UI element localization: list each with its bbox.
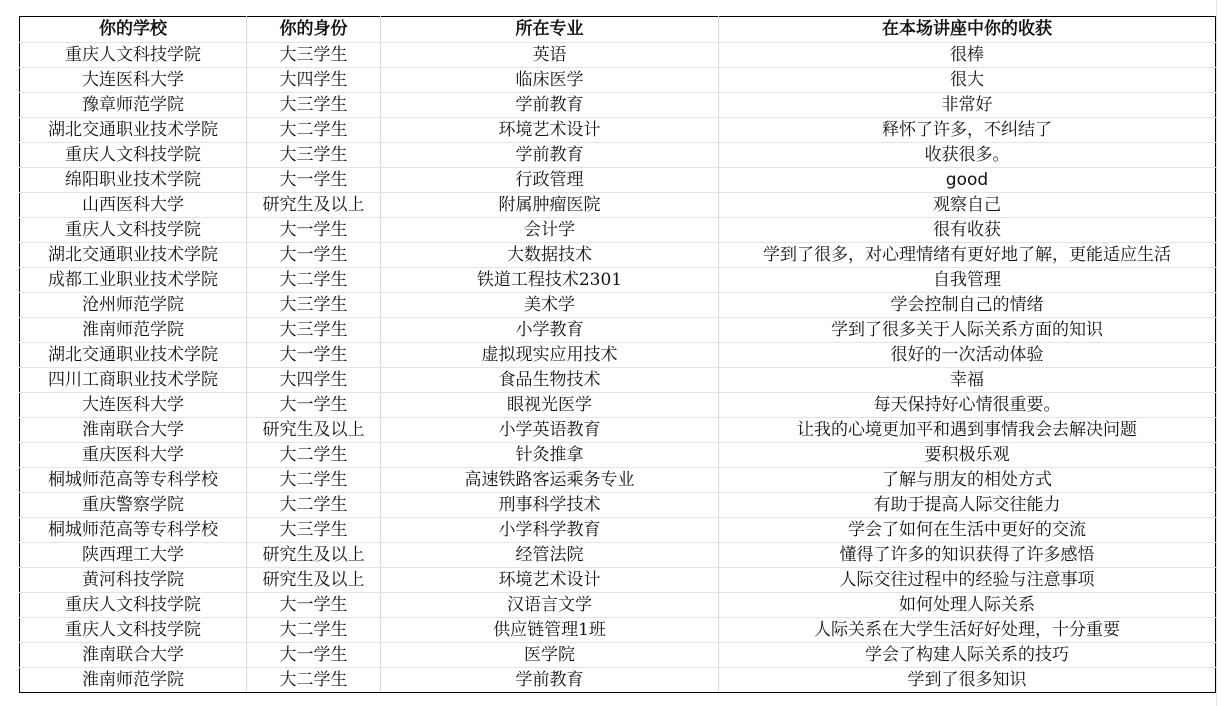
cell-identity[interactable]: 研究生及以上 [247, 543, 381, 568]
cell-major[interactable]: 汉语言文学 [381, 593, 719, 618]
cell-identity[interactable]: 大二学生 [247, 493, 381, 518]
cell-school[interactable]: 桐城师范高等专科学校 [20, 518, 247, 543]
cell-takeaway[interactable]: 学到了很多关于人际关系方面的知识 [719, 318, 1216, 343]
table-row [20, 643, 1216, 668]
cell-major[interactable]: 学前教育 [381, 93, 719, 118]
cell-takeaway[interactable]: 非常好 [719, 93, 1216, 118]
cell-takeaway[interactable]: 有助于提高人际交往能力 [719, 493, 1216, 518]
cell-school[interactable]: 重庆人文科技学院 [20, 618, 247, 643]
cell-identity[interactable]: 大三学生 [247, 518, 381, 543]
cell-identity[interactable]: 大三学生 [247, 143, 381, 168]
cell-school[interactable]: 重庆人文科技学院 [20, 593, 247, 618]
table-row [20, 618, 1216, 643]
cell-major[interactable]: 小学教育 [381, 318, 719, 343]
cell-major[interactable]: 小学英语教育 [381, 418, 719, 443]
cell-takeaway[interactable]: 懂得了许多的知识获得了许多感悟 [719, 543, 1216, 568]
cell-major[interactable]: 临床医学 [381, 68, 719, 93]
cell-takeaway[interactable]: good [719, 168, 1216, 193]
cell-major[interactable]: 会计学 [381, 218, 719, 243]
cell-identity[interactable]: 大一学生 [247, 343, 381, 368]
cell-major[interactable]: 行政管理 [381, 168, 719, 193]
cell-school[interactable]: 大连医科大学 [20, 68, 247, 93]
cell-identity[interactable]: 大二学生 [247, 118, 381, 143]
cell-school[interactable]: 成都工业职业技术学院 [20, 268, 247, 293]
cell-major[interactable]: 针灸推拿 [381, 443, 719, 468]
cell-identity[interactable]: 大一学生 [247, 393, 381, 418]
table-row [20, 318, 1216, 343]
sheet-right-edge [1216, 0, 1225, 706]
cell-identity[interactable]: 大三学生 [247, 43, 381, 68]
cell-identity[interactable]: 大一学生 [247, 168, 381, 193]
cell-takeaway[interactable]: 观察自己 [719, 193, 1216, 218]
cell-identity[interactable]: 大一学生 [247, 643, 381, 668]
cell-identity[interactable]: 大二学生 [247, 443, 381, 468]
table-row [20, 343, 1216, 368]
table-row [20, 93, 1216, 118]
cell-identity[interactable]: 大二学生 [247, 468, 381, 493]
cell-school[interactable]: 淮南师范学院 [20, 668, 247, 693]
table-row [20, 293, 1216, 318]
cell-school[interactable]: 重庆人文科技学院 [20, 43, 247, 68]
cell-takeaway[interactable]: 学到了很多，对心理情绪有更好地了解，更能适应生活 [719, 243, 1216, 268]
table-row [20, 268, 1216, 293]
table-row [20, 493, 1216, 518]
cell-major[interactable]: 美术学 [381, 293, 719, 318]
cell-takeaway[interactable]: 很有收获 [719, 218, 1216, 243]
table-row [20, 43, 1216, 68]
cell-school[interactable]: 湖北交通职业技术学院 [20, 243, 247, 268]
table-row [20, 168, 1216, 193]
table-row [20, 568, 1216, 593]
cell-school[interactable]: 黄河科技学院 [20, 568, 247, 593]
cell-identity[interactable]: 大二学生 [247, 618, 381, 643]
table-row [20, 193, 1216, 218]
cell-identity[interactable]: 大三学生 [247, 93, 381, 118]
cell-takeaway[interactable]: 收获很多。 [719, 143, 1216, 168]
table-row [20, 243, 1216, 268]
cell-school[interactable]: 淮南联合大学 [20, 418, 247, 443]
table-row [20, 418, 1216, 443]
table-row [20, 218, 1216, 243]
table-row [20, 668, 1216, 693]
cell-takeaway[interactable]: 学会控制自己的情绪 [719, 293, 1216, 318]
cell-school[interactable]: 重庆人文科技学院 [20, 218, 247, 243]
cell-school[interactable]: 陕西理工大学 [20, 543, 247, 568]
cell-identity[interactable]: 研究生及以上 [247, 568, 381, 593]
cell-school[interactable]: 湖北交通职业技术学院 [20, 343, 247, 368]
cell-takeaway[interactable]: 释怀了许多，不纠结了 [719, 118, 1216, 143]
table-row [20, 593, 1216, 618]
cell-takeaway[interactable]: 如何处理人际关系 [719, 593, 1216, 618]
cell-major[interactable]: 英语 [381, 43, 719, 68]
cell-school[interactable]: 重庆医科大学 [20, 443, 247, 468]
cell-major[interactable]: 小学科学教育 [381, 518, 719, 543]
table-row [20, 443, 1216, 468]
cell-school[interactable]: 桐城师范高等专科学校 [20, 468, 247, 493]
table-row [20, 68, 1216, 93]
table-row [20, 543, 1216, 568]
cell-takeaway[interactable]: 人际交往过程中的经验与注意事项 [719, 568, 1216, 593]
cell-identity[interactable]: 大三学生 [247, 318, 381, 343]
cell-school[interactable]: 山西医科大学 [20, 193, 247, 218]
cell-identity[interactable]: 研究生及以上 [247, 193, 381, 218]
cell-school[interactable]: 重庆人文科技学院 [20, 143, 247, 168]
header-school[interactable]: 你的学校 [20, 17, 247, 43]
survey-table [19, 16, 1216, 693]
cell-school[interactable]: 四川工商职业技术学院 [20, 368, 247, 393]
cell-takeaway[interactable]: 很大 [719, 68, 1216, 93]
cell-identity[interactable]: 大四学生 [247, 68, 381, 93]
cell-takeaway[interactable]: 每天保持好心情很重要。 [719, 393, 1216, 418]
cell-major[interactable]: 经管法院 [381, 543, 719, 568]
cell-major[interactable]: 眼视光医学 [381, 393, 719, 418]
cell-major[interactable]: 高速铁路客运乘务专业 [381, 468, 719, 493]
cell-takeaway[interactable]: 学会了如何在生活中更好的交流 [719, 518, 1216, 543]
table-row [20, 143, 1216, 168]
cell-major[interactable]: 附属肿瘤医院 [381, 193, 719, 218]
cell-school[interactable]: 淮南师范学院 [20, 318, 247, 343]
cell-major[interactable]: 虚拟现实应用技术 [381, 343, 719, 368]
header-takeaway[interactable]: 在本场讲座中你的收获 [719, 17, 1216, 43]
table-row [20, 518, 1216, 543]
cell-takeaway[interactable]: 自我管理 [719, 268, 1216, 293]
cell-takeaway[interactable]: 很好的一次活动体验 [719, 343, 1216, 368]
header-identity[interactable]: 你的身份 [247, 17, 381, 43]
cell-major[interactable]: 供应链管理1班 [381, 618, 719, 643]
cell-identity[interactable]: 大一学生 [247, 593, 381, 618]
cell-takeaway[interactable]: 很棒 [719, 43, 1216, 68]
cell-school[interactable]: 沧州师范学院 [20, 293, 247, 318]
cell-major[interactable]: 医学院 [381, 643, 719, 668]
cell-identity[interactable]: 大二学生 [247, 268, 381, 293]
cell-major[interactable]: 学前教育 [381, 143, 719, 168]
cell-identity[interactable]: 研究生及以上 [247, 418, 381, 443]
table-row [20, 393, 1216, 418]
cell-school[interactable]: 豫章师范学院 [20, 93, 247, 118]
cell-major[interactable]: 学前教育 [381, 668, 719, 693]
table-row [20, 368, 1216, 393]
cell-major[interactable]: 刑事科学技术 [381, 493, 719, 518]
cell-takeaway[interactable]: 让我的心境更加平和遇到事情我会去解决问题 [719, 418, 1216, 443]
cell-takeaway[interactable]: 学到了很多知识 [719, 668, 1216, 693]
cell-takeaway[interactable]: 了解与朋友的相处方式 [719, 468, 1216, 493]
cell-major[interactable]: 环境艺术设计 [381, 118, 719, 143]
cell-school[interactable]: 大连医科大学 [20, 393, 247, 418]
top-margin [0, 0, 1225, 16]
cell-school[interactable]: 绵阳职业技术学院 [20, 168, 247, 193]
cell-takeaway[interactable]: 幸福 [719, 368, 1216, 393]
cell-identity[interactable]: 大一学生 [247, 243, 381, 268]
cell-takeaway[interactable]: 要积极乐观 [719, 443, 1216, 468]
cell-identity[interactable]: 大三学生 [247, 293, 381, 318]
cell-identity[interactable]: 大一学生 [247, 218, 381, 243]
cell-identity[interactable]: 大二学生 [247, 668, 381, 693]
cell-major[interactable]: 大数据技术 [381, 243, 719, 268]
cell-major[interactable]: 铁道工程技术2301 [381, 268, 719, 293]
cell-school[interactable]: 淮南联合大学 [20, 643, 247, 668]
table-row [20, 468, 1216, 493]
header-major[interactable]: 所在专业 [381, 17, 719, 43]
cell-takeaway[interactable]: 学会了构建人际关系的技巧 [719, 643, 1216, 668]
header-row [20, 17, 1216, 43]
cell-school[interactable]: 湖北交通职业技术学院 [20, 118, 247, 143]
cell-school[interactable]: 重庆警察学院 [20, 493, 247, 518]
cell-major[interactable]: 食品生物技术 [381, 368, 719, 393]
table-row [20, 118, 1216, 143]
cell-major[interactable]: 环境艺术设计 [381, 568, 719, 593]
cell-takeaway[interactable]: 人际关系在大学生活好好处理，十分重要 [719, 618, 1216, 643]
cell-identity[interactable]: 大四学生 [247, 368, 381, 393]
